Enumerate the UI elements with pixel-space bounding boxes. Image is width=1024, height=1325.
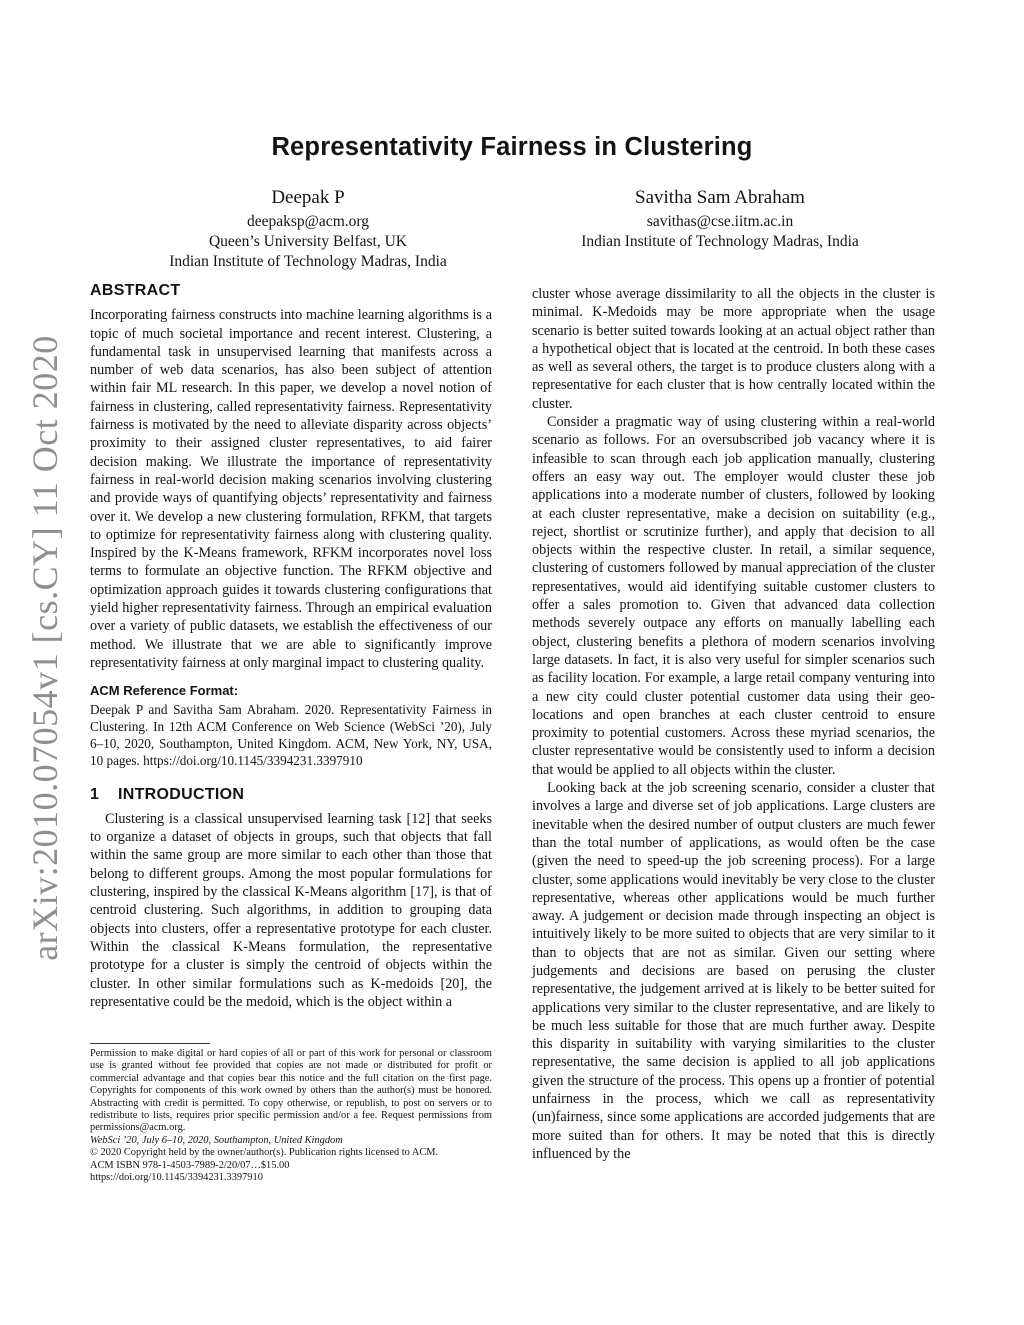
doi-line: https://doi.org/10.1145/3394231.3397910 [90,1172,263,1184]
author-name: Savitha Sam Abraham [635,187,805,208]
right-column [532,285,935,1163]
section-heading [90,786,492,804]
acm-reference-heading: ACM Reference Format: [90,683,239,699]
acm-reference-text: Deepak P and Savitha Sam Abraham. 2020. Representativity Fairness in Clustering. In 12th ACM Conference on Web Science (WebSci ’20), July 6–10, 2020, Southampton, United Kingdom. ACM, New York, NY, USA, 10 pages. https://doi.org/10.1145/3394231.3397910 [90,701,492,768]
body-paragraph: Looking back at the job screening scenario, consider a cluster that involves a large and diverse set of job applications. Large clusters are inevitable when the desired number of output clusters are much fewer than the total number of applications, as would often be the case (given the need to speed-up the job screening process). For a large cluster, some applications would inevitably be very close to the cluster representative, whereas other applications would be much further away. A judgement or decision made through inspecting an object is intuitively likely to be more suited to objects that are very similar to it than to objects that are not as similar. Given our setting where judgements and decisions are based on perusing the cluster representative, the judgement arrived at is likely to be better suited for applications very similar to the cluster representative, and are likely to be much less suitable for those that are much further away. Despite this disparity in suitability with varying similarities to the cluster representative, the same decision is applied to all job applications given the structure of the process. This opens up a frontier of potential unfairness in the process, which we call as representativity (un)fairness, since some applications are accorded judgements that are more suited than for others. It may be noted that this is directly influenced by the [532,780,935,1162]
footnote-rule [90,1043,210,1044]
body-paragraph: Clustering is a classical unsupervised learning task [12] that seeks to organize a dataset of objects in groups, such that objects that fall within the same group are more similar to each other than those that belong to different groups. Among the most popular formulations for clustering, inspired by the classical K-Means algorithm [17], is that of centroid clustering. Such algorithms, in addition to grouping data objects into clusters, offer a representative prototype for each cluster. Within the classical K-Means formulation, the representative prototype for a cluster is simply the centroid of objects within the cluster. In other similar formulations such as K-medoids [20], the representative could be the medoid, which is the object within a [90,810,492,1010]
abstract-text: Incorporating fairness constructs into machine learning algorithms is a topic of much societal importance and recent interest. Clustering, a fundamental task in unsupervised learning that manifests across a number of web data scenarios, has also been subject of attention within fair ML research. In this paper, we develop a novel notion of fairness in clustering, called representativity fairness. Representativity fairness is motivated by the need to alleviate disparity across objects’ proximity to their assigned cluster representatives, to aid fairer decision making. We illustrate the importance of representativity fairness in real-world decision making scenarios involving clustering and provide ways of quantifying objects’ representativity and fairness over it. We develop a new clustering formulation, RFKM, that targets to optimize for representativity fairness along with clustering quality. Inspired by the K-Means framework, RFKM incorporates novel loss terms to formulate an objective function. The RFKM objective and optimization approach guides it towards clustering configurations that yield higher representativity fairness. Through an empirical evaluation over a variety of public datasets, we establish the effectiveness of our method. We illustrate that we are able to significantly improve representativity fairness at only marginal impact to clustering quality. [90,307,492,671]
author-affiliation: Queen’s University Belfast, UK [208,233,408,250]
paper-title: Representativity Fairness in Clustering [271,133,753,161]
section-title: INTRODUCTION [118,785,245,803]
author-affiliation: Indian Institute of Technology Madras, India [581,233,859,250]
section-number: 1 [90,785,100,803]
author-email: deepaksp@acm.org [246,213,370,230]
author-name: Deepak P [271,187,345,208]
isbn-line: ACM ISBN 978-1-4503-7989-2/20/07…$15.00 [90,1159,290,1171]
abstract-heading: ABSTRACT [90,282,181,299]
author-email: savithas@cse.iitm.ac.in [646,213,794,230]
left-column [90,282,492,1011]
body-paragraph: Consider a pragmatic way of using clustering within a real-world scenario as follows. For an oversubscribed job vacancy where it is infeasible to scan through each job application manually, clustering offers an easy way out. The employer would cluster these job applications into a moderate number of clusters, followed by looking at each cluster representative, make a decision on suitability (e.g., reject, shortlist or scrutinize further), and apply that decision to all objects within the respective cluster. In retail, a similar sequence, clustering of customers followed by manual appreciation of the cluster representatives, would aid identifying suitable customer clusters to offer a sales promotion to. Given that advanced data collection methods severely outpace any efforts on manually labelling each object, clustering benefits a plethora of modern scenarios involving large datasets. In fact, it is also very useful for simpler scenarios such as facility location. For example, a large retail company venturing into a new city could cluster potential customer data using their geo-locations and open branches at each cluster centroid to ensure proximity to potential customers. Across these myriad scenarios, the cluster representative would be consistently used to inform a decision that would be applied to all objects within the cluster. [532,414,935,778]
author-block-2 [528,186,912,252]
permission-notice: Permission to make digital or hard copies of all or part of this work for personal or classroom use is granted without fee provided that copies are not made or distributed for profit or commercial advantage and that copies bear this notice and the full citation on the first page. Copyrights for components of this work owned by others than the author(s) must be honored. Abstracting with credit is permitted. To copy otherwise, or republish, to post on servers or to redistribute to lists, requires prior specific permission and/or a fee. Request permissions from permissions@acm.org. [90,1048,492,1134]
venue-line: WebSci ’20, July 6–10, 2020, Southampton, United Kingdom [90,1134,343,1146]
author-affiliation: Indian Institute of Technology Madras, India [169,253,447,270]
arxiv-identifier: arXiv:2010.07054v1 [cs.CY] 11 Oct 2020 [25,335,65,961]
body-paragraph: cluster whose average dissimilarity to all the objects in the cluster is minimal. K-Medoids may be more appropriate when the usage scenario is better suited towards looking at an actual object rather than a hypothetical object that is located at the centroid. In both these cases as well as several others, the target is to produce clusters along with a representative for each cluster that is how centrally located within the cluster. [532,286,935,412]
copyright-line: © 2020 Copyright held by the owner/author(s). Publication rights licensed to ACM. [90,1147,439,1159]
author-block-1 [120,186,496,272]
footnote [90,1048,492,1184]
